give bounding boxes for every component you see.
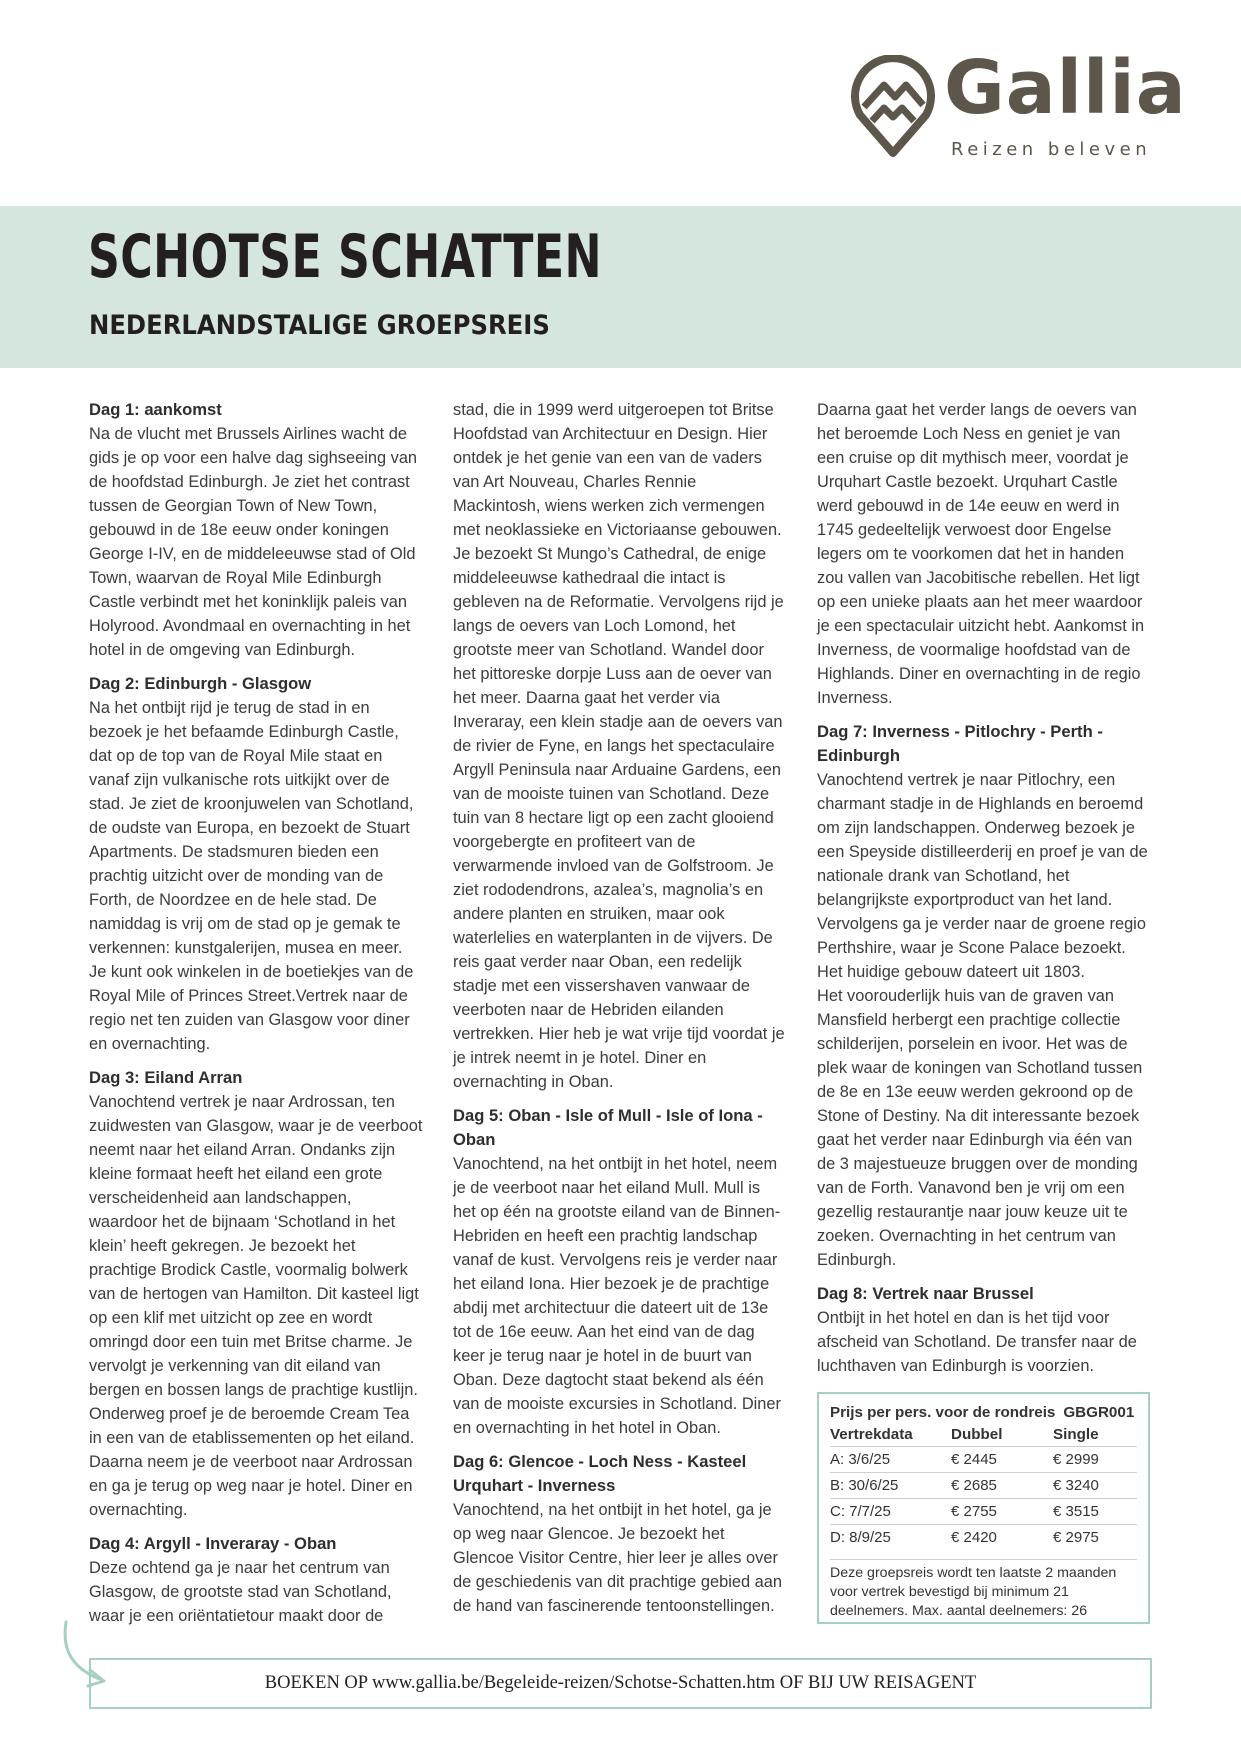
day-7-text-2: Het voorouderlijk huis van de graven van Mansfield herbergt een prachtige collectie schilderijen, porselein en ivoor. Het was de plek waar de koningen van Schotland tussen de 8e en 13e eeuw werden gekroond op de Stone of Destiny. Na dit interessante bezoek gaat het verder naar Edinburgh via één van de 3 majestueuze bruggen over de monding van de Forth. Vanavond ben je vrij om een gezellig restaurantje naar jouw keuze uit te zoeken. Overnachting in het centrum van Edinburgh.: [817, 987, 1143, 1269]
day-2-text: Na het ontbijt rijd je terug de stad in en bezoek je het befaamde Edinburgh Castle, dat op de top van de Royal Mile staat en vanaf zijn vulkanische rots uitkijkt over de stad. Je ziet de kroonjuwelen van Schotland, de oudste van Europa, en bezoekt de Stuart Apartments. De stadsmuren bieden een prachtig uitzicht over de monding van de Forth, de Noordzee en de hele stad. De namiddag is vrij om de stad op je gemak te verkennen: kunstgalerijen, musea en meer. Je kunt ook winkelen in de boetiekjes van de Royal Mile of Princes Street.Vertrek naar de regio net ten zuiden van Glasgow voor diner en overnachting.: [89, 699, 414, 1053]
trip-code: GBGR001: [1063, 1404, 1135, 1421]
map-pin-mountain-icon: [850, 55, 936, 159]
departure-date: A: 3/6/25: [830, 1447, 951, 1473]
day-4-text-continued: stad, die in 1999 werd uitgeroepen tot Britse Hoofdstad van Architectuur en Design. Hier ontdek je het genie van een van de vaders van Art Nouveau, Charles Rennie Mackintosh, wiens werken zich vermengen met neoklassieke en Victoriaanse gebouwen. Je bezoekt St Mungo’s Cathedral, de enige middeleeuwse kathedraal die intact is gebleven na de Reformatie. Vervolgens rijd je langs de oevers van Loch Lomond, het grootste meer van Schotland. Wandel door het pittoreske dorpje Luss aan de oever van het meer. Daarna gaat het verder via Inveraray, een klein stadje aan de oevers van de rivier de Fyne, en langs het spectaculaire Argyll Peninsula naar Arduaine Gardens, een van de mooiste tuinen van Schotland. Deze tuin van 8 hectare ligt op een zacht glooiend voorgebergte en profiteert van de verwarmende invloed van de Golfstroom. Je ziet rododendrons, azalea’s, magnolia’s en andere planten en struiken, maar ook waterlelies en waterplanten in de vijvers. De reis gaat verder naar Oban, een redelijk stadje met een vissershaven vanwaar de veerboten naar de Hebriden eilanden vertrekken. Hier heb je wat vrije tijd voordat je je intrek neemt in je hotel. Diner en overnachting in Oban.: [453, 401, 785, 1091]
day-8-text: Ontbijt in het hotel en dan is het tijd voor afscheid van Schotland. De transfer naar de luchthaven van Edinburgh is voorzien.: [817, 1309, 1137, 1375]
price-single: € 3515: [1053, 1499, 1137, 1525]
day-4-text: Deze ochtend ga je naar het centrum van Glasgow, de grootste stad van Schotland, waar je een oriëntatietour maakt door de: [89, 1559, 392, 1625]
day-6-text-continued: Daarna gaat het verder langs de oevers van het beroemde Loch Ness en geniet je van een cruise op dit mythisch meer, voordat je Urquhart Castle bezoekt. Urquhart Castle werd gebouwd in de 14e eeuw en werd in 1745 gedeeltelijk verwoest door Engelse legers om te voorkomen dat het in handen zou vallen van Jacobitische rebellen. Het ligt op een unieke plaats aan het meer waardoor je een spectaculair uitzicht hebt. Aankomst in Inverness, de voormalige hoofdstad van de Highlands. Diner en overnachting in de regio Inverness.: [817, 401, 1145, 707]
page-title: SCHOTSE SCHATTEN: [88, 222, 602, 292]
day-3-text: Vanochtend vertrek je naar Ardrossan, ten zuidwesten van Glasgow, waar je de veerboot neemt naar het eiland Arran. Ondanks zijn kleine formaat heeft het eiland een grote verscheidenheid aan landschappen, waardoor het de bijnaam ‘Schotland in het klein’ heeft gekregen. Je bezoekt het prachtige Brodick Castle, voormalig bolwerk van de hertogen van Hamilton. Dit kasteel ligt op een klif met uitzicht op zee en wordt omringd door een tuin met Britse charme. Je vervolgt je verkenning van dit eiland van bergen en bossen langs de prachtige kustlijn. Onderweg proef je de beroemde Cream Tea in een van de etablissementen op het eiland. Daarna neem je de veerboot naar Ardrossan en ga je terug op weg naar je hotel. Diner en overnachting.: [89, 1093, 423, 1519]
departure-date: D: 8/9/25: [830, 1525, 951, 1551]
day-3-title: Dag 3: Eiland Arran: [89, 1068, 243, 1087]
price-double: € 2685: [951, 1473, 1053, 1499]
price-single: € 2975: [1053, 1525, 1137, 1551]
day-8-title: Dag 8: Vertrek naar Brussel: [817, 1284, 1034, 1303]
departure-date: C: 7/7/25: [830, 1499, 951, 1525]
column-header-dates: Vertrekdata: [830, 1426, 913, 1443]
brand-tagline: Reizen beleven: [951, 139, 1152, 160]
price-single: € 2999: [1053, 1447, 1137, 1473]
table-row: [830, 1473, 1137, 1499]
day-7-title: Dag 7: Inverness - Pitlochry - Perth - Edinburgh: [817, 722, 1103, 765]
table-row: [830, 1499, 1137, 1525]
brand-name: Gallia: [944, 45, 1187, 131]
group-trip-note: Deze groepsreis wordt ten laatste 2 maanden voor vertrek bevestigd bij minimum 21 deelnemers. Max. aantal deelnemers: 26: [830, 1559, 1137, 1621]
column-2: [453, 398, 787, 1618]
column-1: [89, 398, 423, 1628]
day-1-title: Dag 1: aankomst: [89, 400, 222, 419]
price-double: € 2755: [951, 1499, 1053, 1525]
day-2-title: Dag 2: Edinburgh - Glasgow: [89, 674, 312, 693]
price-table: [830, 1424, 1137, 1550]
day-5-title: Dag 5: Oban - Isle of Mull - Isle of Iona - Oban: [453, 1106, 763, 1149]
day-6-text: Vanochtend, na het ontbijt in het hotel, ga je op weg naar Glencoe. Je bezoekt het Glencoe Visitor Centre, hier leer je alles over de geschiedenis van dit prachtige gebied aan de hand van fascinerende tentoonstellingen.: [453, 1501, 782, 1615]
day-7-text: Vanochtend vertrek je naar Pitlochry, een charmant stadje in de Highlands en beroemd om zijn landschappen. Onderweg bezoek je een Speyside distilleerderij en proef je van de nationale drank van Schotland, het belangrijkste exportproduct van het land. Vervolgens ga je verder naar de groene regio Perthshire, waar je Scone Palace bezoekt. Het huidige gebouw dateert uit 1803.: [817, 771, 1148, 981]
column-header-double: Dubbel: [951, 1426, 1003, 1443]
price-double: € 2420: [951, 1525, 1053, 1551]
day-1-text: Na de vlucht met Brussels Airlines wacht de gids je op voor een halve dag sighseeing van de hoofdstad Edinburgh. Je ziet het contrast tussen de Georgian Town of New Town, gebouwd in de 18e eeuw onder koningen George I-IV, en de middeleeuwse stad of Old Town, waarvan de Royal Mile Edinburgh Castle verbindt met het koninklijk paleis van Holyrood. Avondmaal en overnachting in het hotel in de omgeving van Edinburgh.: [89, 425, 418, 659]
day-5-text: Vanochtend, na het ontbijt in het hotel, neem je de veerboot naar het eiland Mull. Mull is het op één na grootste eiland van de Binnen-Hebriden en heeft een prachtig landschap vanaf de kust. Vervolgens reis je verder naar het eiland Iona. Hier bezoek je de prachtige abdij met architectuur die dateert uit de 13e tot de 16e eeuw. Aan het eind van de dag keer je terug naar je hotel in de buurt van Oban. Deze dagtocht staat bekend als één van de mooiste excursies in Schotland. Diner en overnachting in het hotel in Oban.: [453, 1155, 781, 1437]
table-row: [830, 1525, 1137, 1551]
price-single: € 3240: [1053, 1473, 1137, 1499]
price-double: € 2445: [951, 1447, 1053, 1473]
price-table-header: [830, 1424, 1137, 1447]
day-4-title: Dag 4: Argyll - Inveraray - Oban: [89, 1534, 337, 1553]
column-3: [817, 398, 1151, 1388]
price-box: [817, 1392, 1150, 1624]
column-header-single: Single: [1053, 1426, 1099, 1443]
table-row: [830, 1447, 1137, 1473]
gallia-logo: [850, 45, 1187, 165]
day-6-title: Dag 6: Glencoe - Loch Ness - Kasteel Urquhart - Inverness: [453, 1452, 747, 1495]
departure-date: B: 30/6/25: [830, 1473, 951, 1499]
page-subtitle: NEDERLANDSTALIGE GROEPSREIS: [89, 310, 550, 341]
price-heading-label: Prijs per pers. voor de rondreis: [830, 1404, 1056, 1421]
booking-link[interactable]: BOEKEN OP www.gallia.be/Begeleide-reizen/Schotse-Schatten.htm OF BIJ UW REISAGENT: [89, 1658, 1152, 1709]
price-heading: [830, 1402, 1137, 1424]
